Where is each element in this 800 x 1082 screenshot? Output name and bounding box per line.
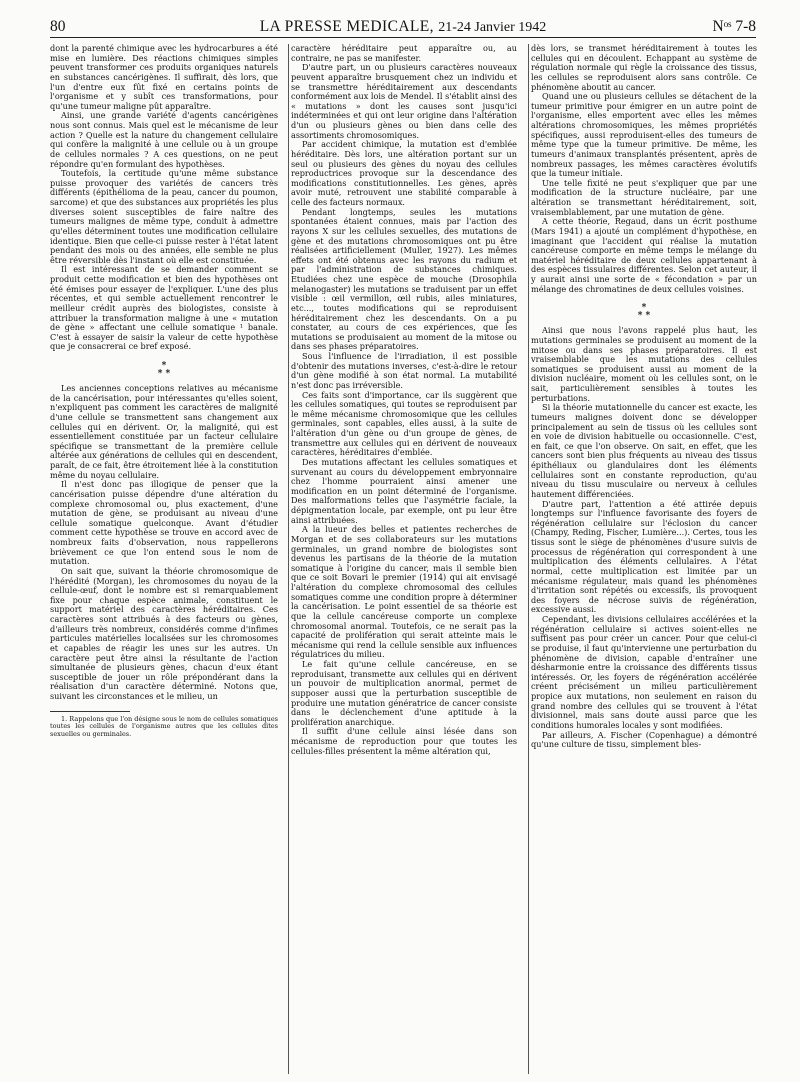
footnote-rule [50,711,130,712]
issue-number: Nᵒˢ 7-8 [712,18,756,35]
paragraph: dont la parenté chimique avec les hydrocarbures a été mise en lumière. Des réactions chimiques simples peuvent transformer ces produits organiques naturels en substances cancérigènes. Il suffirait, dès lors, que l'un d'entre eux fût fixé en certains points de l'organisme et y subît ces transformations, pour qu'une tumeur maligne pût apparaître. [50,44,278,111]
paragraph: Des mutations affectant les cellules somatiques et survenant au cours du développement embryonnaire chez l'homme pourraient ainsi amener une modification en un point déterminé de l'organisme. Des malformations telles que l'asymétrie faciale, la dépigmentation locale, par exemple, ont pu leur être ainsi attribuées. [291,456,517,525]
paragraph: Ainsi que nous l'avons rappelé plus haut, les mutations germinales se produisent au moment de la mitose ou dans ses phases préparatoires. Il est vraisemblable que les mutations des cellules somatiques se produisent aussi au moment de la division nucléaire, moment où les cellules sont, on le sait, particulièrement sensibles à toutes les perturbations. [531,325,757,403]
journal-title [50,18,756,36]
section-separator: * * * [157,361,171,379]
paragraph: On sait que, suivant la théorie chromosomique de l'hérédité (Morgan), les chromosomes du noyau de la cellule-œuf, dont le nombre est si remarquablement fixe pour chaque espèce animale, constituent le support matériel des caractères héréditaires. Ces caractères sont attribués à des facteurs ou gènes, d'ailleurs très nombreux, considérés comme d'infimes particules matérielles localisées sur les chromosomes et capables de réagir les unes sur les autres. Un caractère peut être ainsi la résultante de l'action simultanée de plusieurs gènes, chacun d'eux étant susceptible de jouer un rôle prépondérant dans la réalisation d'un caractère déterminé. Notons que, suivant les circonstances et le milieu, un [50,565,278,701]
article-body [50,44,756,1074]
paragraph: Le fait qu'une cellule cancéreuse, en se reproduisant, transmette aux cellules qui en dérivent un pouvoir de multiplication anormal, permet de supposer aussi que la perturbation susceptible de produire une mutation génératrice de cancer consiste dans le déclenchement d'une aptitude à la prolifération anarchique. [291,659,517,727]
paragraph: Toutefois, la certitude qu'une même substance puisse provoquer des variétés de cancers très différents (épithélioma de la peau, cancer du poumon, sarcome) et que des substances aux propriétés les plus diverses soient susceptibles de faire naître des tumeurs malignes de même type, conduit à admettre qu'elles déterminent toutes une modification cellulaire identique. Bien que celle-ci puisse rester à l'état latent pendant des mois ou des années, elle semble ne plus être réversible dès l'instant où elle est constituée. [50,168,278,265]
running-header [50,14,756,38]
column-3 [528,44,757,1074]
paragraph: dès lors, se transmet héréditairement à toutes les cellules qui en découlent. Echappant au système de régulation normale qui règle la croissance des tissus, les cellules se reproduisent alors sans contrôle. Ce phénomène aboutit au cancer. [531,44,757,92]
paragraph: Si la théorie mutationnelle du cancer est exacte, les tumeurs malignes doivent donc se développer principalement au sein de tissus où les cellules sont en voie de division habituelle ou occasionnelle. C'est, en fait, ce que l'on observe. On sait, en effet, que les cancers sont bien plus fréquents au niveau des tissus épithéliaux ou glandulaires dont les éléments cellulaires sont en constante reproduction, qu'au niveau du tissu musculaire ou nerveux à cellules hautement différenciées. [531,402,757,499]
paragraph: caractère héréditaire peut apparaître ou, au contraire, ne pas se manifester. [291,44,517,63]
page-number: 80 [50,18,66,35]
header-rule [50,37,756,38]
paragraph: Pendant longtemps, seules les mutations spontanées étaient connues, mais par l'action des rayons X sur les cellules sexuelles, des mutations de gène et des mutations chromosomiques ont pu être réalisées artificiellement (Muller, 1927). Les mêmes effets ont été obtenus avec les rayons du radium et par l'administration de substances chimiques. Etudiées chez une espèce de mouche (Drosophila melanogaster) les mutations se traduisent par un effet visible : œil vermillon, œil rubis, ailes miniatures, etc..., toutes modifications qui se reproduisent héréditairement chez les descendants. On a pu constater, au cours de ces expériences, que les mutations se produisaient au moment de la mitose ou dans ses phases préparatoires. [291,206,517,352]
paragraph: Ces faits sont d'importance, car ils suggèrent que les cellules somatiques, qui toutes se reproduisent par le même mécanisme chromosomique que les cellules germinales, sont capables, elles aussi, à la suite de l'altération d'un gène ou d'un groupe de gènes, de transmettre aux cellules qui en dérivent de nouveaux caractères, héréditaires d'emblée. [291,389,517,458]
column-1 [50,44,278,1074]
paragraph: D'autre part, l'attention a été attirée depuis longtemps sur l'influence favorisante des foyers de régénération cellulaire sur l'éclosion du cancer (Champy, Reding, Fischer, Lumière...). Certes, tous les tissus sont le siège de phénomènes d'usure suivis de processus de régénération qui correspondent à une multiplication des éléments cellulaires. A l'état normal, cette multiplication est limitée par un mécanisme régulateur, mais quand les phénomènes d'irritation sont répétés ou excessifs, ils provoquent des foyers de nécrose suivis de régénération, excessive aussi. [531,498,757,615]
paragraph: Une telle fixité ne peut s'expliquer que par une modification de la structure nucléaire, par une altération se transmettant héréditairement, soit, vraisemblablement, par une mutation de gène. [531,177,757,217]
journal-name: LA PRESSE MEDICALE, [259,18,434,35]
paragraph: D'autre part, un ou plusieurs caractères nouveaux peuvent apparaître brusquement chez un individu et se transmettre héréditairement aux descendants conformément aux lois de Mendel. Il s'établit ainsi des « mutations » dont les causes sont jusqu'ici indéterminées et qui ont leur origine dans l'altération d'un ou plusieurs gènes ou bien dans celle des assortiments chromosomiques. [291,62,517,140]
paragraph: Quand une ou plusieurs cellules se détachent de la tumeur primitive pour émigrer en un autre point de l'organisme, elles emportent avec elles les mêmes altérations chromosomiques, les mêmes propriétés spécifiques, aussi reproduisent-elles des tumeurs de même type que la tumeur primitive. De même, les tumeurs d'animaux transplantés présentent, après de nombreux passages, les mêmes caractères évolutifs que la tumeur initiale. [531,91,757,179]
paragraph: A cette théorie, Regaud, dans un écrit posthume (Mars 1941) a ajouté un complément d'hypothèse, en imaginant que l'accident qui réalise la mutation cancéreuse comporte en même temps le mélange du matériel héréditaire de deux cellules appartenant à des espèces tissulaires différentes. Selon cet auteur, il y aurait ainsi une sorte de « fécondation » par un mélange des chromatines de deux cellules voisines. [531,216,757,294]
paragraph: Les anciennes conceptions relatives au mécanisme de la cancérisation, pour intéressantes qu'elles soient, n'expliquent pas comment les caractères de malignité d'une cellule se transmettent sans changement aux cellules qui en dérivent. Or, la malignité, qui est essentiellement constituée par un facteur cellulaire spécifique se transmettant de la première cellule altérée aux générations de cellules qui en descendent, paraît, de ce fait, être étroitement liée à la constitution même du noyau cellulaire. [50,383,278,480]
paragraph: Cependant, les divisions cellulaires accélérées et la régénération cellulaire si actives soient-elles ne suffisent pas pour créer un cancer. Pour que celui-ci se produise, il faut qu'intervienne une perturbation du phénomène de division, capable d'entraîner une désharmonie entre la croissance des différents tissus intéressés. Or, les foyers de régénération accélérée créent précisément un milieu particulièrement propice aux mutations, non seulement en raison du grand nombre des cellules qui se trouvent à l'état divisionnel, mais sans doute aussi parce que les conditions humorales locales y sont modifiées. [531,614,757,730]
paragraph: Sous l'influence de l'irradiation, il est possible d'obtenir des mutations inverses, c'est-à-dire le retour d'un gène modifié à son état normal. La mutabilité n'est donc pas irréversible. [291,351,517,390]
paragraph: Il n'est donc pas illogique de penser que la cancérisation puisse dépendre d'une altération du complexe chromosomal ou, plus exactement, d'une mutation de gène, se produisant au niveau d'une cellule somatique quelconque. Avant d'étudier comment cette hypothèse se trouve en accord avec de nombreux faits d'observation, nous rappellerons brièvement ce que l'on entend sous le nom de mutation. [50,479,278,567]
paragraph: Il est intéressant de se demander comment se produit cette modification et bien des hypothèses ont été émises pour essayer de l'expliquer. L'une des plus récentes, et qui semble actuellement rencontrer le meilleur crédit auprès des biologistes, consiste à attribuer la transformation maligne à une « mutation de gène » affectant une cellule somatique ¹ banale. C'est à essayer de saisir la valeur de cette hypothèse que je consacrerai ce bref exposé. [50,264,278,352]
paragraph: Par ailleurs, A. Fischer (Copenhague) a démontré qu'une culture de tissu, simplement bles- [531,729,757,750]
paragraph: Ainsi, une grande variété d'agents cancérigènes nous sont connus. Mais quel est le mécanisme de leur action ? Quelle est la nature du changement cellulaire qui confère la malignité à une cellule ou à un groupe de cellules normales ? A ces questions, on ne peut répondre qu'en formulant des hypothèses. [50,110,278,169]
paragraph: A la lueur des belles et patientes recherches de Morgan et de ses collaborateurs sur les mutations germinales, un grand nombre de biologistes sont devenus les partisans de la théorie de la mutation somatique à l'origine du cancer, mais il semble bien que ce soit Bovari le premier (1914) qui ait envisagé l'altération du complexe chromosomal des cellules somatiques comme une condition propre à déterminer la cancérisation. Le point essentiel de sa théorie est que la cellule cancéreuse comporte un complexe chromosomal anormal. Toutefois, ce ne serait pas la capacité de prolifération qui serait atteinte mais le mécanisme qui rend la cellule sensible aux influences régulatrices du milieu. [291,524,517,660]
column-2 [288,44,517,1074]
paragraph: Il suffit d'une cellule ainsi lésée dans son mécanisme de reproduction pour que toutes les cellules-filles présentent la même altération qui, [291,726,517,756]
section-separator: * * * [637,303,651,322]
issue-date: 21-24 Janvier 1942 [438,20,547,35]
footnote: 1. Rappelons que l'on désigne sous le nom de cellules somatiques toutes les cellules de l'organisme autres que les cellules dites sexuelles ou germinales. [50,714,278,739]
paragraph: Par accident chimique, la mutation est d'emblée héréditaire. Dès lors, une altération portant sur un seul ou plusieurs des gènes du noyau des cellules reproductrices provoque sur la descendance des modifications constitutionnelles. Les gènes, après avoir muté, retrouvent une stabilité comparable à celle des facteurs normaux. [291,139,517,207]
